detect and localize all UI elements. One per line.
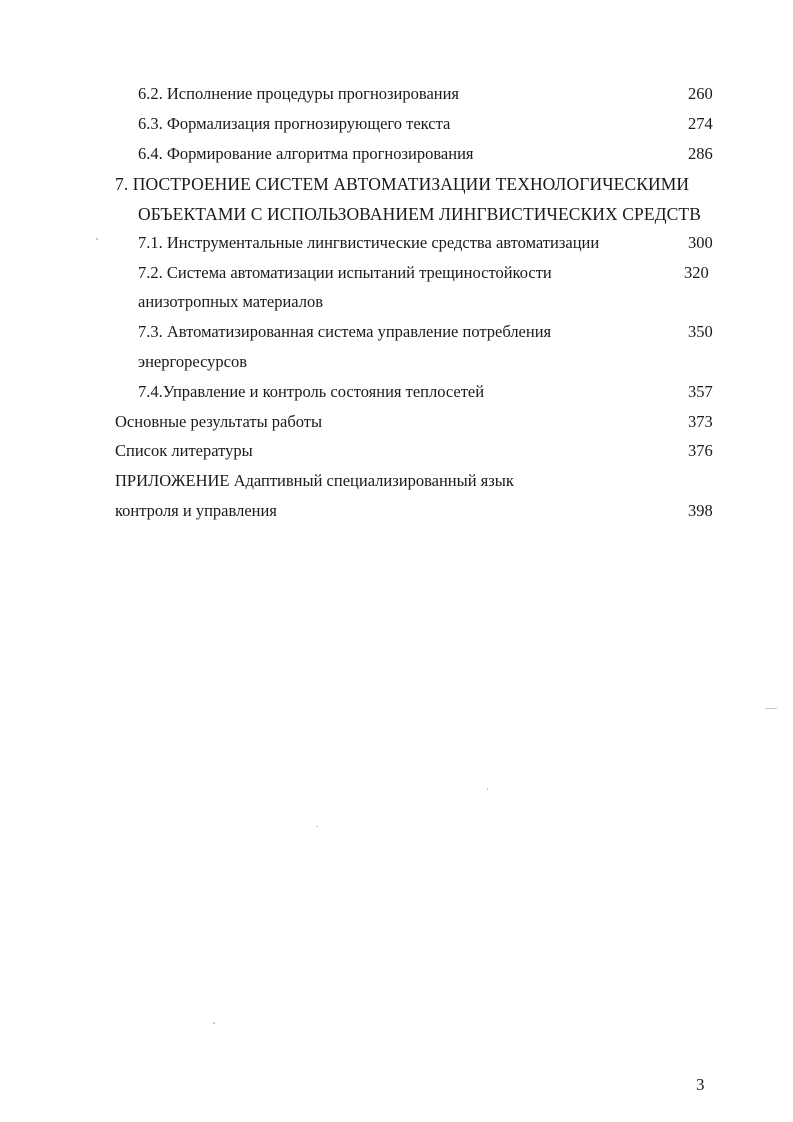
toc-page-7-3: 350: [688, 322, 713, 341]
toc-entry-7-1: 7.1. Инструментальные лингвистические средства автоматизации: [138, 233, 600, 252]
toc-entry-appendix-line1: ПРИЛОЖЕНИЕ Адаптивный специализированный язык: [115, 471, 514, 490]
scan-speck: [213, 1022, 215, 1024]
scan-speck: [96, 238, 98, 240]
toc-page-main-results: 373: [688, 412, 713, 431]
toc-entry-6-4: 6.4. Формирование алгоритма прогнозирования: [138, 144, 474, 163]
toc-entry-6-3: 6.3. Формализация прогнозирующего текста: [138, 114, 451, 133]
toc-entry-6-2: 6.2. Исполнение процедуры прогнозирования: [138, 84, 460, 103]
scan-speck: [487, 788, 488, 790]
toc-entry-7-3-line1: 7.3. Автоматизированная система управление потребления: [138, 322, 552, 341]
toc-page-6-2: 260: [688, 84, 713, 103]
toc-entry-7-2-line1: 7.2. Система автоматизации испытаний трещиностойкости: [138, 263, 552, 282]
toc-page-7-1: 300: [688, 233, 713, 252]
toc-chapter-7-line1: 7. ПОСТРОЕНИЕ СИСТЕМ АВТОМАТИЗАЦИИ ТЕХНОЛОГИЧЕСКИМИ: [115, 174, 690, 194]
toc-entry-main-results: Основные результаты работы: [115, 412, 323, 431]
scan-speck: [316, 826, 318, 827]
toc-page-6-3: 274: [688, 114, 713, 133]
toc-entry-7-2-line2: анизотропных материалов: [138, 292, 324, 311]
toc-entry-7-3-line2: энергоресурсов: [138, 352, 248, 371]
toc-entry-references: Список литературы: [115, 441, 253, 460]
toc-entry-appendix-line2: контроля и управления: [115, 501, 277, 520]
toc-page-6-4: 286: [688, 144, 713, 163]
scan-speck: [765, 708, 777, 709]
toc-page-appendix: 398: [688, 501, 713, 520]
toc-chapter-7-line2: ОБЪЕКТАМИ С ИСПОЛЬЗОВАНИЕМ ЛИНГВИСТИЧЕСКИХ СРЕДСТВ: [138, 204, 701, 224]
toc-page-7-4: 357: [688, 382, 713, 401]
toc-page-references: 376: [688, 441, 713, 460]
toc-entry-7-4: 7.4.Управление и контроль состояния теплосетей: [138, 382, 485, 401]
toc-page-7-2: 320: [684, 263, 709, 282]
page-number: 3: [696, 1075, 705, 1094]
